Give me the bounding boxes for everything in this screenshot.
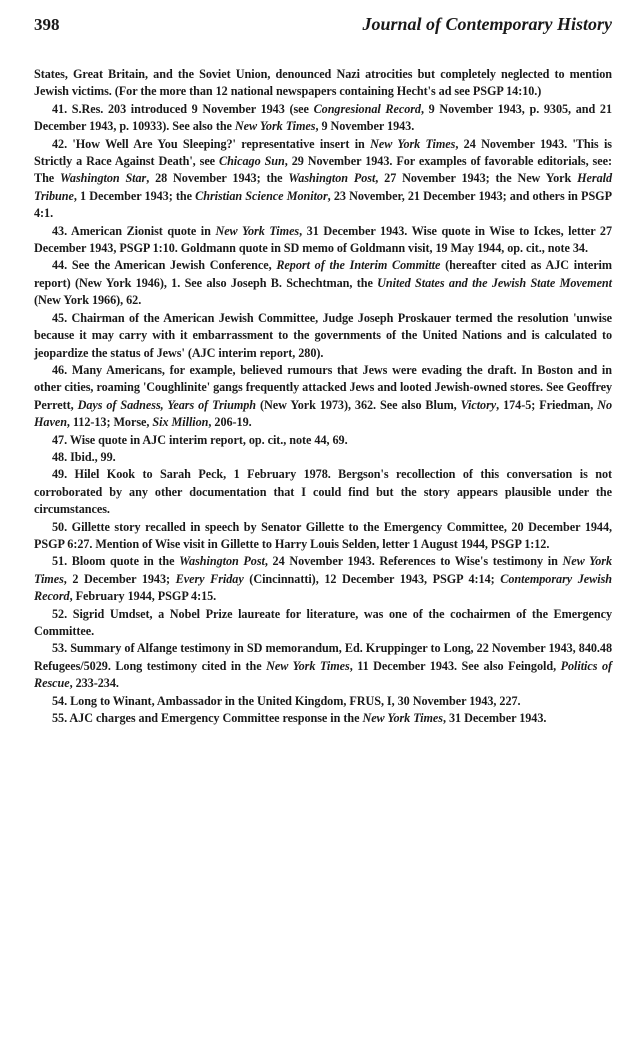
endnote-45: 45. Chairman of the American Jewish Committee, Judge Joseph Proskauer termed the resolution 'unwise because it may carry with it embarrassment to the governments of the United Nations and is calculated to jeopardize the status of Jews' (AJC interim report, 280). — [34, 310, 612, 360]
running-head — [34, 14, 612, 40]
endnote-44: 44. See the American Jewish Conference, Report of the Interim Committe (hereafter cited as AJC interim report) (New York 1946), 1. See also Joseph B. Schechtman, the United States and the Jewish State Movement (New York 1966), 62. — [34, 258, 612, 308]
endnote-41: 41. S.Res. 203 introduced 9 November 1943 (see Congresional Record, 9 November 1943, p. 9305, and 21 December 1943, p. 10933). See also the New York Times, 9 November 1943. — [34, 101, 613, 134]
endnote-42: 42. 'How Well Are You Sleeping?' representative insert in New York Times, 24 November 1943. 'This is Strictly a Race Against Death', see Chicago Sun, 29 November 1943. For examples of favorable editorials, see: The Washington Star, 28 November 1943; the Washington Post, 27 November 1943; the New York Herald Tribune, 1 December 1943; the Christian Science Monitor, 23 November, 21 December 1943; and others in PSGP 4:1. — [34, 136, 612, 221]
endnote-53: 53. Summary of Alfange testimony in SD memorandum, Ed. Kruppinger to Long, 22 November 1943, 840.48 Refugees/5029. Long testimony cited in the New York Times, 11 December 1943. See also Feingold, Politics of Rescue, 233-234. — [34, 641, 612, 691]
endnote-55: 55. AJC charges and Emergency Committee response in the New York Times, 31 December 1943. — [52, 711, 547, 726]
endnote-50: 50. Gillette story recalled in speech by Senator Gillette to the Emergency Committee, 20 December 1944, PSGP 6:27. Mention of Wise visit in Gillette to Harry Louis Selden, letter 1 August 1944, PSGP 1:12. — [34, 519, 612, 551]
endnote-52: 52. Sigrid Umdset, a Nobel Prize laureate for literature, was one of the cochairmen of the Emergency Committee. — [34, 606, 612, 638]
endnotes-list — [34, 66, 612, 727]
journal-title: Journal of Contemporary History — [362, 14, 612, 34]
endnote-46: 46. Many Americans, for example, believed rumours that Jews were evading the draft. In Boston and in other cities, roaming 'Coughlinite' gangs frequently attacked Jews and looted Jewish-owned stores. See Geoffrey Perrett, Days of Sadness, Years of Triumph (New York 1973), 362. See also Blum, Victory, 174-5; Friedman, No Haven, 112-13; Morse, Six Million, 206-19. — [34, 362, 613, 430]
endnote-48: 48. Ibid., 99. — [52, 449, 116, 464]
endnote-54: 54. Long to Winant, Ambassador in the United Kingdom, FRUS, I, 30 November 1943, 227. — [52, 693, 521, 708]
endnote-49: 49. Hilel Kook to Sarah Peck, 1 February 1978. Bergson's recollection of this conversation is not corroborated by any other documentation that I could find but the story appears plausible under the circumstances. — [34, 467, 612, 517]
endnote-51: 51. Bloom quote in the Washington Post, 24 November 1943. References to Wise's testimony in New York Times, 2 December 1943; Every Friday (Cincinnatti), 12 December 1943, PSGP 4:14; Contemporary Jewish Record, February 1944, PSGP 4:15. — [34, 554, 612, 604]
page-number: 398 — [34, 15, 60, 34]
endnote-47: 47. Wise quote in AJC interim report, op. cit., note 44, 69. — [52, 432, 348, 447]
endnote-43: 43. American Zionist quote in New York Times, 31 December 1943. Wise quote in Wise to Ickes, letter 27 December 1943, PSGP 1:10. Goldmann quote in SD memo of Goldmann visit, 19 May 1944, op. cit., note 34. — [34, 223, 613, 256]
endnote-continuation: States, Great Britain, and the Soviet Union, denounced Nazi atrocities but completely neglected to mention Jewish victims. (For the more than 12 national newspapers containing Hecht's ad see PSGP 14:10.) — [34, 67, 612, 99]
